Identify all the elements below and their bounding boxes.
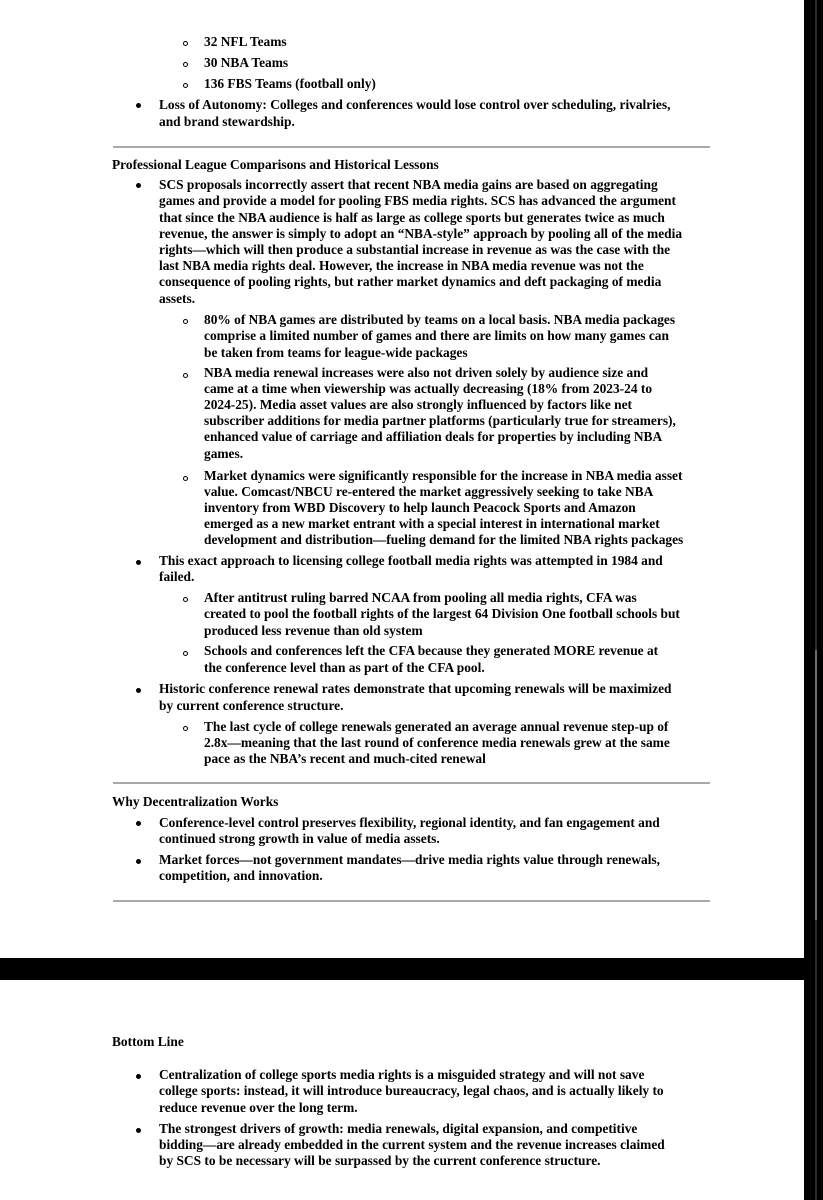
scrollbar-thumb[interactable] xyxy=(815,650,817,920)
paragraph-line: revenue, the answer is simply to adopt an “NBA-style” approach by pooling all of the media xyxy=(159,226,683,241)
paragraph-line: This exact approach to licensing college football media rights was attempted in 1984 and xyxy=(159,553,663,568)
paragraph-line: competition, and innovation. xyxy=(159,868,323,883)
section-divider xyxy=(113,900,710,902)
paragraph-line: comprise a limited number of games and there are limits on how many games can xyxy=(204,328,669,343)
paragraph-line: be taken from teams for league-wide packages xyxy=(204,345,468,360)
paragraph-line: NBA media renewal increases were also not driven solely by audience size and xyxy=(204,365,649,380)
sub-bullet-icon xyxy=(183,319,188,324)
sub-bullet-icon xyxy=(183,597,188,602)
paragraph-line: continued strong growth in value of media assets. xyxy=(159,831,440,846)
document-page-2 xyxy=(0,980,804,1200)
paragraph-line: by current conference structure. xyxy=(159,698,344,713)
sub-bullet-icon xyxy=(183,62,188,67)
bullet-icon xyxy=(136,821,141,826)
list-item: 32 NFL Teams xyxy=(204,34,287,49)
paragraph-line: emerged as a new market entrant with a special interest in international market xyxy=(204,516,660,531)
paragraph-line: 2024-25). Media asset values are also strongly influenced by factors like net xyxy=(204,397,632,412)
paragraph-line: SCS proposals incorrectly assert that recent NBA media gains are based on aggregating xyxy=(159,177,658,192)
paragraph-line: reduce revenue over the long term. xyxy=(159,1100,358,1115)
paragraph-line: came at a time when viewership was actually decreasing (18% from 2023-24 to xyxy=(204,381,653,396)
paragraph-line: consequence of pooling rights, but rather market dynamics and deft packaging of media xyxy=(159,274,662,289)
section-divider xyxy=(113,146,710,148)
paragraph-line: college sports: instead, it will introduce bureaucracy, legal chaos, and is actually likely to xyxy=(159,1083,664,1098)
paragraph-line: produced less revenue than old system xyxy=(204,623,423,638)
paragraph-line: games. xyxy=(204,446,244,461)
section-divider xyxy=(113,782,710,784)
vertical-scrollbar[interactable] xyxy=(815,0,817,1200)
paragraph-line: bidding—are already embedded in the current system and the revenue increases claimed xyxy=(159,1137,665,1152)
paragraph-line: failed. xyxy=(159,569,195,584)
section-heading: Professional League Comparisons and Historical Lessons xyxy=(112,157,439,172)
paragraph-line: development and distribution—fueling demand for the limited NBA rights packages xyxy=(204,532,684,547)
sub-bullet-icon xyxy=(183,41,188,46)
paragraph-line: games and provide a model for pooling FBS media rights. SCS has advanced the argument xyxy=(159,193,676,208)
paragraph-line: The strongest drivers of growth: media renewals, digital expansion, and competitive xyxy=(159,1121,638,1136)
paragraph-line: Market forces—not government mandates—drive media rights value through renewals, xyxy=(159,852,660,867)
paragraph-line: created to pool the football rights of the largest 64 Division One football schools but xyxy=(204,606,680,621)
paragraph-line: subscriber additions for media partner platforms (particularly true for streamers), xyxy=(204,413,676,428)
paragraph-line: The last cycle of college renewals generated an average annual revenue step-up of xyxy=(204,719,669,734)
bullet-icon xyxy=(136,859,141,864)
bullet-icon xyxy=(136,688,141,693)
sub-bullet-icon xyxy=(183,651,188,656)
paragraph-line: by SCS to be necessary will be surpassed by the current conference structure. xyxy=(159,1153,601,1168)
bullet-icon xyxy=(136,1128,141,1133)
sub-bullet-icon xyxy=(183,476,188,481)
paragraph-line: Market dynamics were significantly responsible for the increase in NBA media asset xyxy=(204,468,683,483)
paragraph-line: pace as the NBA’s recent and much-cited renewal xyxy=(204,751,486,766)
paragraph-line: Historic conference renewal rates demonstrate that upcoming renewals will be maximized xyxy=(159,681,672,696)
sub-bullet-icon xyxy=(183,83,188,88)
paragraph-line: assets. xyxy=(159,291,196,306)
list-item: 30 NBA Teams xyxy=(204,55,289,70)
paragraph-line: 80% of NBA games are distributed by teams on a local basis. NBA media packages xyxy=(204,312,676,327)
sub-bullet-icon xyxy=(183,373,188,378)
bullet-icon xyxy=(136,1074,141,1079)
paragraph-line: After antitrust ruling barred NCAA from pooling all media rights, CFA was xyxy=(204,590,637,605)
section-heading: Why Decentralization Works xyxy=(112,794,279,809)
paragraph-line: inventory from WBD Discovery to help launch Peacock Sports and Amazon xyxy=(204,500,636,515)
paragraph-line: last NBA media rights deal. However, the increase in NBA media revenue was not the xyxy=(159,258,644,273)
paragraph-line: value. Comcast/NBCU re-entered the market aggressively seeking to take NBA xyxy=(204,484,654,499)
paragraph-line: the conference level than as part of the CFA pool. xyxy=(204,660,485,675)
list-item: 136 FBS Teams (football only) xyxy=(204,76,376,91)
paragraph-line: Conference-level control preserves flexibility, regional identity, and fan engagement and xyxy=(159,815,660,830)
section-heading: Bottom Line xyxy=(112,1034,184,1049)
paragraph-line: rights—which will then produce a substantial increase in revenue as was the case with the xyxy=(159,242,671,257)
paragraph-line: Loss of Autonomy: Colleges and conferences would lose control over scheduling, rivalries, xyxy=(159,97,671,112)
paragraph-line: 2.8x—meaning that the last round of conference media renewals grew at the same xyxy=(204,735,670,750)
paragraph-line: Centralization of college sports media rights is a misguided strategy and will not save xyxy=(159,1067,645,1082)
bullet-icon xyxy=(136,103,141,108)
paragraph-line: and brand stewardship. xyxy=(159,114,295,129)
sub-bullet-icon xyxy=(183,726,188,731)
paragraph-line: that since the NBA audience is half as large as college sports but generates twice as much xyxy=(159,210,665,225)
paragraph-line: Schools and conferences left the CFA because they generated MORE revenue at xyxy=(204,643,659,658)
bullet-icon xyxy=(136,183,141,188)
paragraph-line: enhanced value of carriage and affiliation deals for properties by including NBA xyxy=(204,429,663,444)
bullet-icon xyxy=(136,560,141,565)
